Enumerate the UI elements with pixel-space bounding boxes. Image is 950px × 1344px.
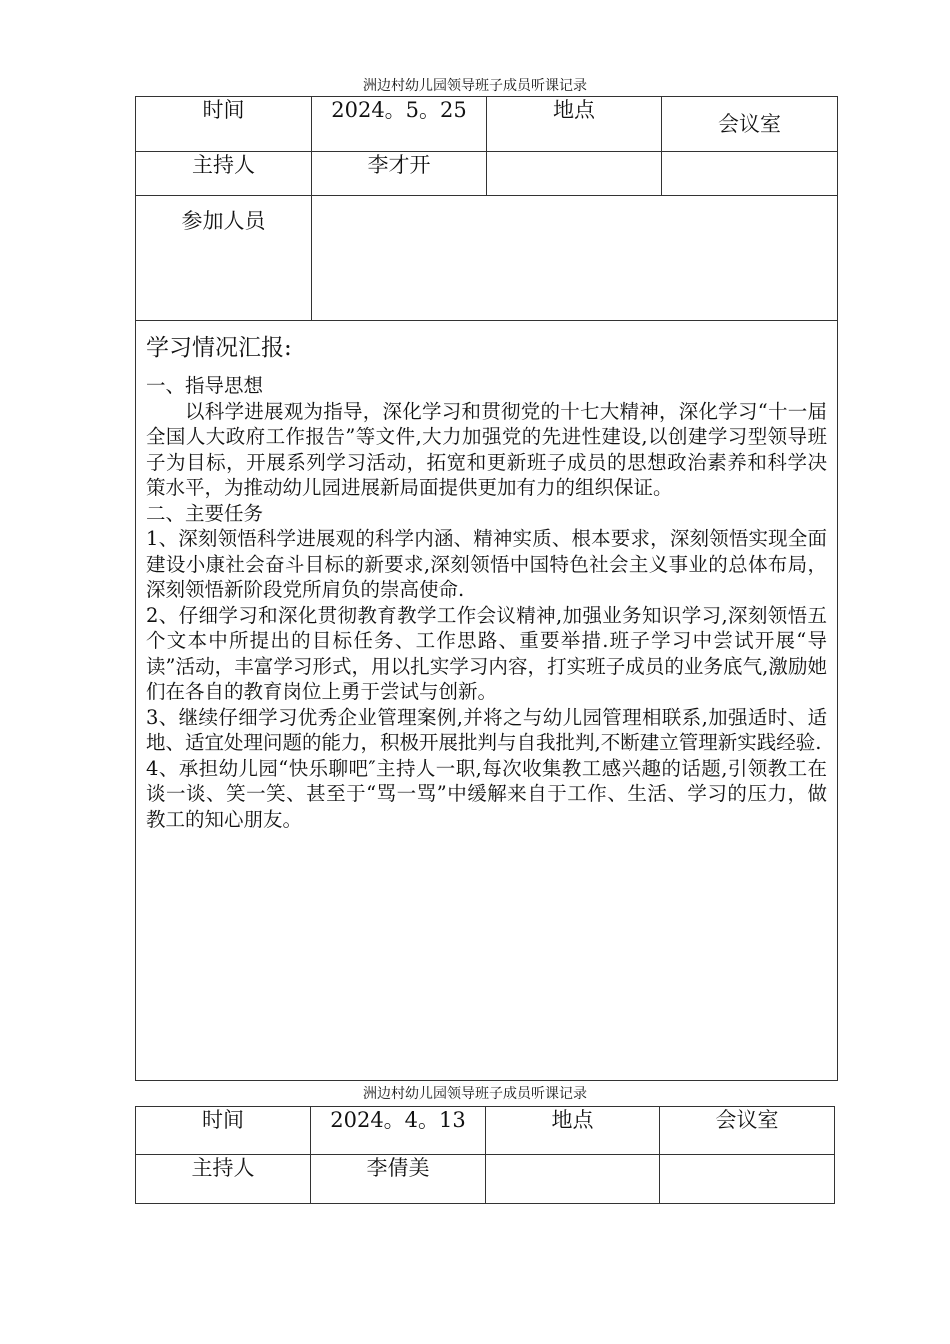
report-paragraph: 4、承担幼儿园“快乐聊吧″主持人一职,每次收集教工感兴趣的话题,引领教工在谈一谈、笑一笑、甚至于“骂一骂”中缓解来自于工作、生活、学习的压力，做教工的知心朋友。 — [146, 756, 827, 831]
empty-cell — [660, 1155, 835, 1204]
report-body — [146, 373, 827, 832]
record-title: 洲边村幼儿园领导班子成员听课记录 — [363, 1086, 587, 1102]
time-label: 时间 — [136, 1107, 311, 1155]
place-value: 会议室 — [660, 1107, 835, 1155]
section-heading: 二、主要任务 — [146, 501, 264, 525]
place-label: 地点 — [487, 97, 662, 152]
report-paragraph: 2、仔细学习和深化贯彻教育教学工作会议精神,加强业务知识学习,深刻领悟五个文本中所提出的目标任务、工作思路、重要举措.班子学习中尝试开展“导读”活动，丰富学习形式，用以扎实学习内容，打实班子成员的业务底气,激励她们在各自的教育岗位上勇于尝试与创新。 — [146, 603, 827, 703]
record-table — [135, 96, 838, 1081]
time-value: 2024。5。25 — [312, 97, 487, 152]
empty-cell — [486, 1155, 660, 1204]
host-value: 李倩美 — [311, 1155, 486, 1204]
report-heading: 学习情况汇报: — [146, 335, 292, 361]
attendees-value — [312, 196, 838, 321]
empty-cell — [662, 152, 838, 196]
time-label: 时间 — [136, 97, 312, 152]
attendees-label: 参加人员 — [136, 196, 312, 321]
section-heading: 一、指导思想 — [146, 374, 264, 397]
host-label: 主持人 — [136, 152, 312, 196]
empty-cell — [487, 152, 662, 196]
host-value: 李才开 — [312, 152, 487, 196]
record-table — [135, 1106, 835, 1204]
report-section — [136, 321, 838, 1081]
place-label: 地点 — [486, 1107, 660, 1155]
report-paragraph: 以科学进展观为指导，深化学习和贯彻党的十七大精神，深化学习“十一届全国人大政府工作报告”等文件,大力加强党的先进性建设,以创建学习型领导班子为目标，开展系列学习活动，拓宽和更新班子成员的思想政治素养和科学决策水平，为推动幼儿园进展新局面提供更加有力的组织保证。 — [146, 399, 827, 499]
record-title: 洲边村幼儿园领导班子成员听课记录 — [363, 78, 587, 94]
time-value: 2024。4。13 — [311, 1107, 486, 1155]
host-label: 主持人 — [136, 1155, 311, 1204]
place-value: 会议室 — [662, 97, 838, 152]
report-paragraph: 3、继续仔细学习优秀企业管理案例,并将之与幼儿园管理相联系,加强适时、适地、适宜处理问题的能力，积极开展批判与自我批判,不断建立管理新实践经验. — [146, 705, 827, 754]
report-paragraph: 1、深刻领悟科学进展观的科学内涵、精神实质、根本要求，深刻领悟实现全面建设小康社会奋斗目标的新要求,深刻领悟中国特色社会主义事业的总体布局，深刻领悟新阶段党所肩负的崇高使命. — [146, 527, 827, 601]
